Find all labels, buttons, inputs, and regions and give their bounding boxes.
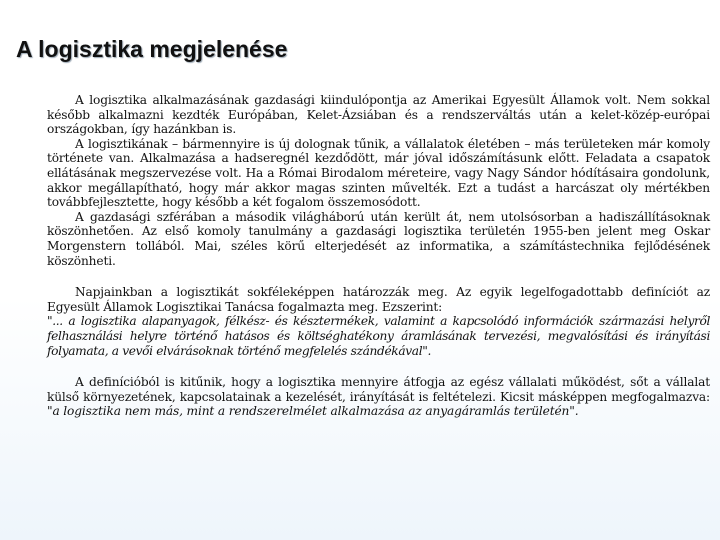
paragraph-definition-intro: Napjainkban a logisztikát sokféleképpen határozzák meg. Az egyik legelfogadottabb definíciót az Egyesült Államok Logisztikai Tanácsa fogalmazta meg. Ezszerint: [47, 285, 710, 314]
slide-title: A logisztika megjelenése [16, 36, 288, 62]
paragraph-economy: A gazdasági szférában a második világháború után került át, nem utolsósorban a hadiszállításoknak köszönhetően. Az első komoly tanulmány a gazdasági logisztika területén 1955-ben jelent meg Oskar Morgenstern tollából. Mai, széles körű elterjedését az informatika, a számítástechnika fejlődésének köszönheti. [47, 209, 710, 268]
spacer [47, 358, 710, 375]
slide-body [47, 93, 710, 419]
paragraph-conclusion [47, 375, 710, 419]
closing-quote: "a logisztika nem más, mint a rendszerelmélet alkalmazása az anyagáramlás területén". [47, 404, 579, 419]
definition-quote: "... a logisztika alapanyagok, félkész- és késztermékek, valamint a kapcsolódó információk származási helyről felhasználási helyre történő hatásos és költséghatékony áramlásának tervezési, megvalósítási és irányítási folyamata, a vevői elvárásoknak történő megfelelés szándékával". [47, 314, 710, 358]
spacer [47, 268, 710, 285]
paragraph-origin: A logisztika alkalmazásának gazdasági kiindulópontja az Amerikai Egyesült Államok volt. Nem sokkal később alkalmazni kezdték Európában, Kelet-Ázsiában és a rendszerváltás után a kelet-közép-európai országokban, így hazánkban is. [47, 93, 710, 137]
paragraph-history: A logisztikának – bármennyire is új dolognak tűnik, a vállalatok életében – más területeken már komoly története van. Alkalmazása a hadseregnél kezdődött, már jóval időszámításunk előtt. Feladata a csapatok ellátásának megszervezése volt. Ha a Római Birodalom méreteire, vagy Nagy Sándor hódításaira gondolunk, akkor megállapítható, hogy már akkor magas szinten művelték. Ezt a tudást a harcászat oly mértékben továbbfejlesztette, hogy később a két fogalom összemosódott. [47, 136, 710, 210]
conclusion-text: A definícióból is kitűnik, hogy a logisztika mennyire átfogja az egész vállalati működést, sőt a vállalat külső környezetének, kapcsolatainak a kezelését, irányítását is feltételezi. Kicsit másképpen megfogalmazva: [47, 375, 710, 404]
